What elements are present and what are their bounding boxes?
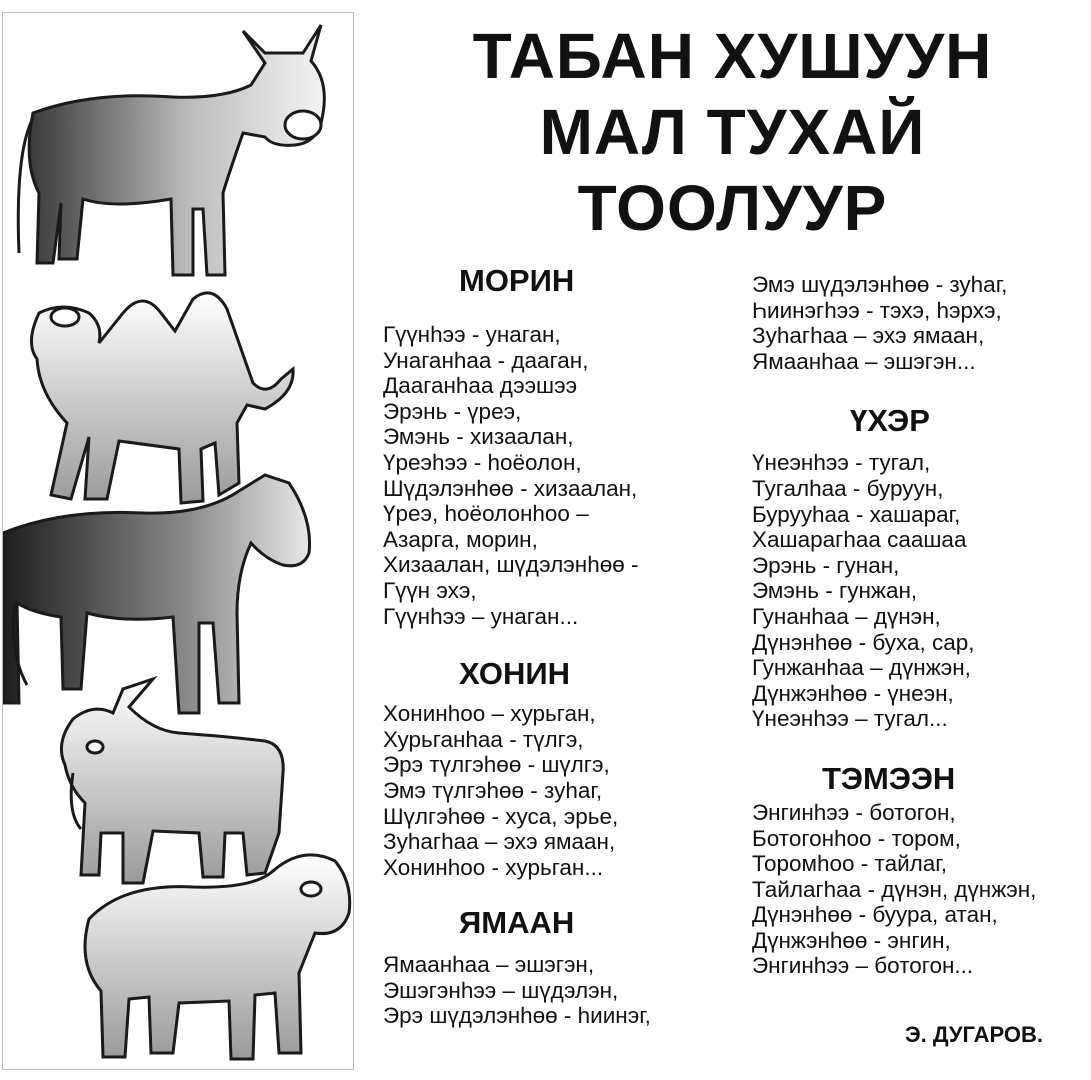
verse-line: Ботогонһоо - тором, bbox=[752, 825, 961, 851]
verse-list-morin bbox=[383, 322, 723, 629]
section-heading-temeen: ТЭМЭЭН bbox=[822, 760, 956, 796]
verse-line: Тайлагһаа - дүнэн, дүнжэн, bbox=[752, 876, 1037, 902]
verse-list-yamaan bbox=[383, 952, 723, 1029]
section-khonin bbox=[383, 655, 723, 880]
verse-line: Эрэ шүдэлэнһөө - һиинэг, bbox=[383, 1003, 651, 1029]
verse-list-temeen bbox=[752, 800, 1072, 979]
section-heading-yamaan: ЯМААН bbox=[459, 905, 575, 941]
verse-line: Эрэнь - гунан, bbox=[752, 552, 900, 578]
verse-line: Зуһагһаа – эхэ ямаан, bbox=[383, 829, 616, 855]
verse-list-khonin bbox=[383, 701, 723, 880]
verse-line: Эмэ түлгэһөө - зуһаг, bbox=[383, 777, 603, 803]
verse-line: Гүүн эхэ, bbox=[383, 577, 477, 603]
verse-line: Үреэ, һоёолонһоо – bbox=[383, 501, 589, 527]
right-column bbox=[752, 272, 1072, 979]
section-temeen bbox=[752, 760, 1072, 979]
verse-line: Бурууһаа - хашараг, bbox=[752, 501, 961, 527]
verse-line: Эмэнь - хизаалан, bbox=[383, 424, 574, 450]
verse-line: Эмэ шүдэлэнһөө - зуһаг, bbox=[752, 272, 1008, 297]
section-heading-morin: МОРИН bbox=[459, 263, 575, 298]
verse-list-ukher bbox=[752, 450, 1072, 732]
verse-line: Азарга, морин, bbox=[383, 526, 538, 552]
verse-line: Эшэгэнһээ – шүдэлэн, bbox=[383, 977, 619, 1003]
section-heading-khonin: ХОНИН bbox=[459, 656, 571, 692]
section-morin bbox=[383, 262, 723, 629]
verse-line: Үнеэнһээ - тугал, bbox=[752, 450, 931, 476]
verse-line: Энгинһээ – ботогон... bbox=[752, 953, 974, 979]
verse-line: Хонинһоо - хурьган... bbox=[383, 854, 604, 880]
verse-line: Унаганһаа - дааган, bbox=[383, 347, 589, 373]
section-ukher bbox=[752, 402, 1072, 732]
verse-line: Эрэ түлгэһөө - шүлгэ, bbox=[383, 752, 610, 778]
verse-list-yamaan-continued bbox=[752, 272, 1072, 374]
verse-line: Дүнжэнһөө - үнеэн, bbox=[752, 680, 954, 706]
verse-line: Хашарагһаа саашаа bbox=[752, 527, 967, 553]
verse-line: Һиинэгһээ - тэхэ, һэрхэ, bbox=[752, 297, 1002, 323]
verse-line: Дааганһаа дээшээ bbox=[383, 373, 578, 399]
verse-line: Эмэнь - гунжан, bbox=[752, 578, 918, 604]
left-column bbox=[383, 262, 723, 1029]
verse-line: Эрэнь - үреэ, bbox=[383, 398, 522, 424]
verse-line: Хурьганһаа - түлгэ, bbox=[383, 726, 584, 752]
verse-line: Хонинһоо – хурьган, bbox=[383, 701, 596, 727]
section-heading-ukher: ҮХЭР bbox=[850, 403, 930, 439]
verse-line: Хизаалан, шүдэлэнһөө - bbox=[383, 552, 639, 578]
sheep-illustration bbox=[85, 855, 350, 1059]
cow-illustration bbox=[18, 25, 324, 275]
verse-line: Үнеэнһээ – тугал... bbox=[752, 706, 948, 732]
verse-line: Ямаанһаа – эшэгэн... bbox=[752, 348, 976, 374]
verse-line: Торомһоо - тайлаг, bbox=[752, 851, 948, 877]
title-line-2: МАЛ ТУХАЙ bbox=[539, 96, 926, 168]
camel-illustration bbox=[31, 293, 293, 503]
verse-line: Гүүнһээ – унаган... bbox=[383, 603, 579, 629]
verse-line: Дүнжэнһөө - энгин, bbox=[752, 927, 951, 953]
verse-line: Гунанһаа – дүнэн, bbox=[752, 603, 941, 629]
author-signature: Э. ДУГАРОВ. bbox=[905, 1022, 1043, 1047]
verse-line: Гунжанһаа – дүнжэн, bbox=[752, 655, 971, 681]
verse-line: Шүдэлэнһөө - хизаалан, bbox=[383, 475, 638, 501]
verse-line: Дүнэнһөө - буха, сар, bbox=[752, 629, 975, 655]
goat-illustration bbox=[61, 679, 283, 883]
verse-line: Ямаанһаа – эшэгэн, bbox=[383, 952, 595, 978]
verse-line: Дүнэнһөө - буура, атан, bbox=[752, 902, 998, 928]
verse-line: Тугалһаа - буруун, bbox=[752, 475, 944, 501]
verse-line: Үреэһээ - һоёолон, bbox=[383, 449, 582, 475]
title-line-1: ТАБАН ХУШУУН bbox=[472, 20, 993, 92]
verse-line: Зуһагһаа – эхэ ямаан, bbox=[752, 323, 985, 349]
title-line-3: ТООЛУУР bbox=[577, 172, 888, 244]
verse-line: Энгинһээ - ботогон, bbox=[752, 799, 956, 825]
animal-illustration-panel bbox=[2, 12, 354, 1070]
poem-title bbox=[380, 18, 1085, 246]
section-yamaan bbox=[383, 904, 723, 1029]
verse-line: Гүүнһээ - унаган, bbox=[383, 322, 561, 347]
verse-line: Шүлгэһөө - хуса, эрье, bbox=[383, 803, 619, 829]
